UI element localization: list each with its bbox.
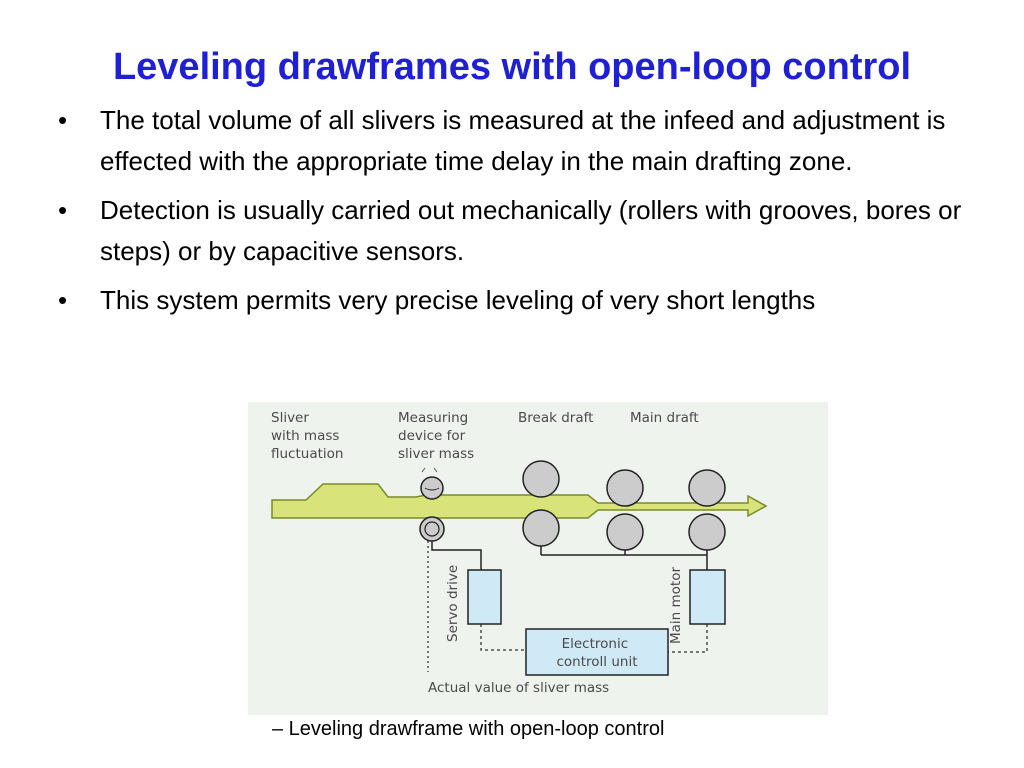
label-actual-value: Actual value of sliver mass xyxy=(428,680,610,696)
main-draft-top-roller-1 xyxy=(607,470,643,506)
main-draft-bottom-roller-1 xyxy=(607,514,643,550)
servo-drive-box xyxy=(468,570,501,624)
break-draft-top-roller xyxy=(523,461,559,497)
label-measuring-device: Measuring device for sliver mass xyxy=(398,410,475,462)
bullet-item xyxy=(58,280,978,321)
label-main-draft: Main draft xyxy=(630,410,699,426)
bullet-list xyxy=(58,100,978,329)
label-sliver: Sliver with mass fluctuation xyxy=(271,410,344,462)
slide-title: Leveling drawframes with open-loop control xyxy=(112,46,912,88)
measuring-top-roller xyxy=(421,477,443,499)
bullet-text: The total volume of all slivers is measured at the infeed and adjustment is effected with the appropriate time delay in the main drafting zone. xyxy=(100,105,946,176)
main-draft-bottom-roller-2 xyxy=(689,514,725,550)
measuring-bottom-roller xyxy=(420,517,444,541)
main-motor-box xyxy=(690,570,725,624)
label-servo-drive: Servo drive xyxy=(445,564,461,642)
label-ecu: Electronic controll unit xyxy=(556,636,638,670)
break-draft-bottom-roller xyxy=(523,510,559,546)
label-break-draft: Break draft xyxy=(518,410,594,426)
drawframe-diagram xyxy=(248,402,828,715)
bullet-marker: • xyxy=(58,105,68,135)
bullet-marker: • xyxy=(58,195,68,225)
bullet-text: This system permits very precise leveling of very short lengths xyxy=(100,285,816,315)
servo-control-line xyxy=(481,624,526,650)
bullet-item xyxy=(58,100,978,182)
bullet-text: Detection is usually carried out mechanically (rollers with grooves, bores or steps) or by capacitive sensors. xyxy=(100,195,962,266)
label-main-motor: Main motor xyxy=(668,566,684,644)
bullet-marker: • xyxy=(58,285,68,315)
main-draft-top-roller-2 xyxy=(689,470,725,506)
bullet-item xyxy=(58,190,978,272)
drawframe-diagram-svg xyxy=(248,402,828,715)
figure-caption: – Leveling drawframe with open-loop control xyxy=(272,718,665,740)
measuring-ticks xyxy=(422,468,437,472)
